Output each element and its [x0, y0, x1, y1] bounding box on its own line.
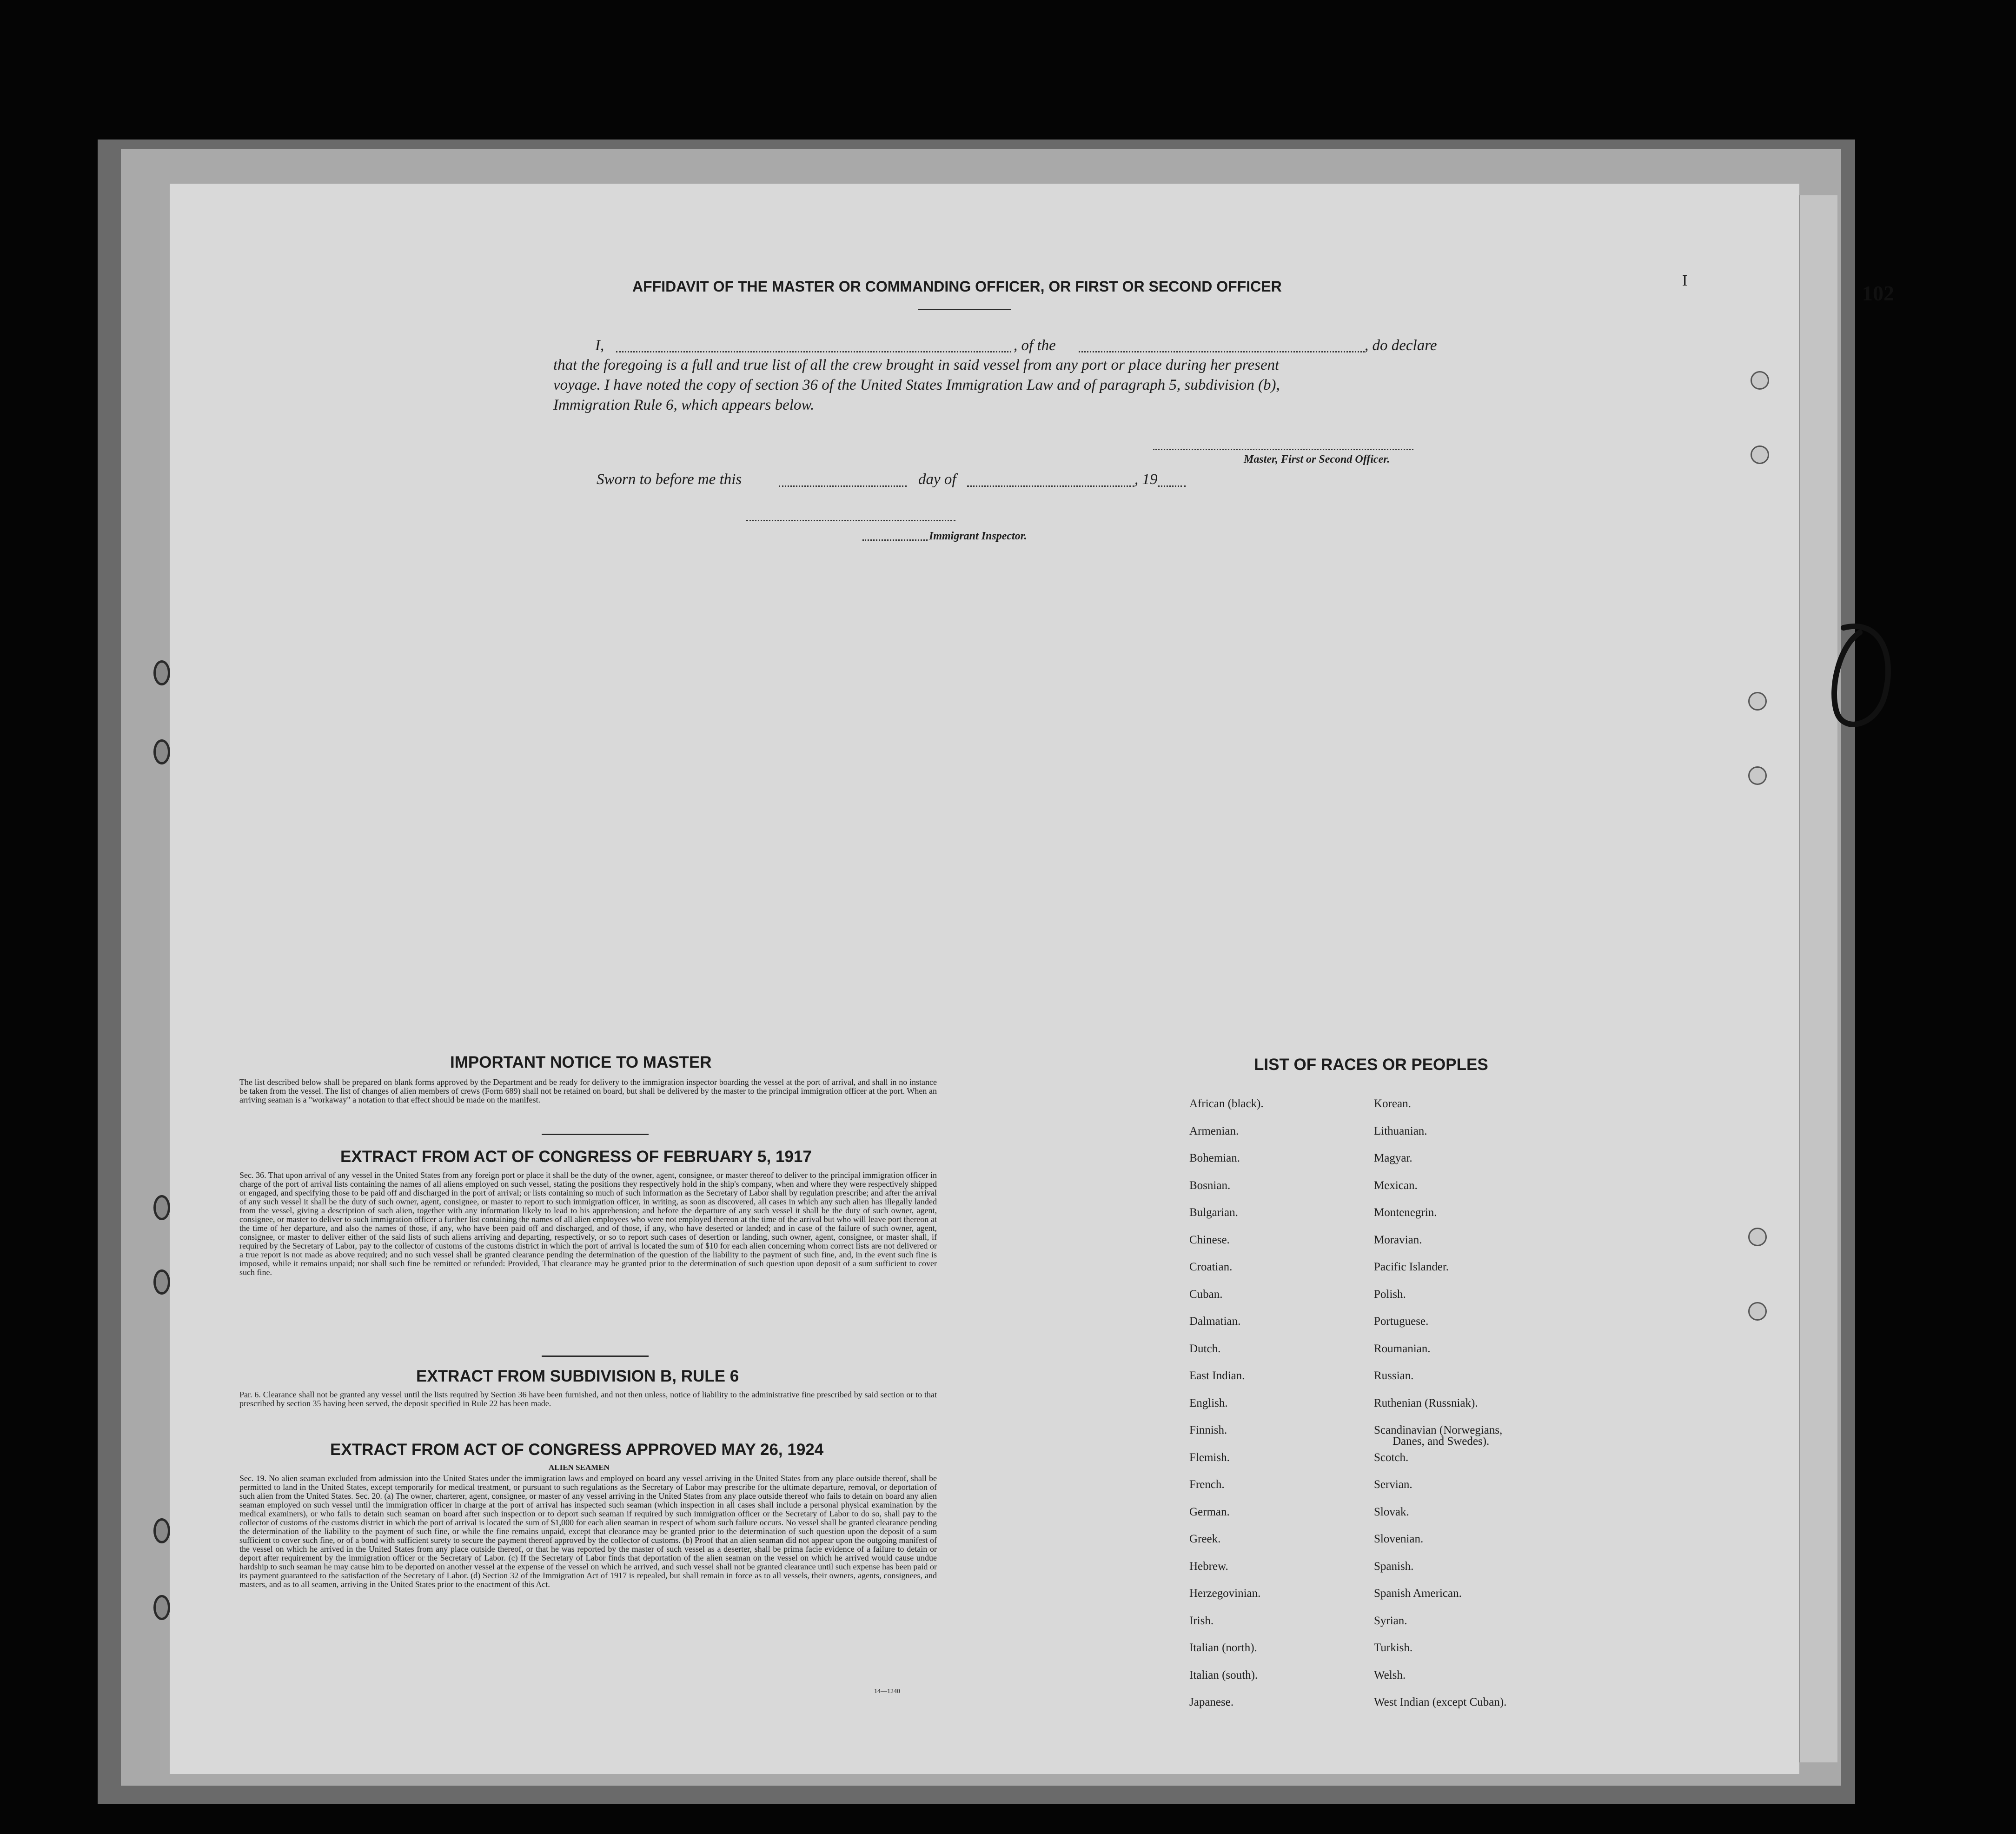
race-item: Montenegrin. — [1374, 1206, 1437, 1219]
race-item: Slovak. — [1374, 1505, 1409, 1518]
race-item: Italian (south). — [1189, 1668, 1258, 1681]
punch-hole-icon — [1751, 445, 1769, 464]
race-item: Bulgarian. — [1189, 1206, 1238, 1219]
race-item: Scotch. — [1374, 1451, 1409, 1464]
sworn-month-field[interactable] — [967, 485, 1134, 487]
extract-rule6-paragraph: Par. 6. Clearance shall not be granted any vessel until the lists required by Section 36 have been furnished, and not then unless, notice of liability to the administrative fine prescribed by said section or to that prescribed by section 35 having been served, the deposit specified in Rule 22 has been made. — [239, 1390, 937, 1408]
vessel-field[interactable] — [1079, 351, 1365, 352]
extract-rule6-title: EXTRACT FROM SUBDIVISION B, RULE 6 — [416, 1367, 739, 1385]
year-label: , 19 — [1134, 471, 1158, 488]
binder-hole-icon — [153, 1595, 170, 1620]
binder-hole-icon — [153, 1518, 170, 1543]
master-label: Master, First or Second Officer. — [1244, 453, 1390, 465]
extract-1924-paragraph: Sec. 19. No alien seaman excluded from admission into the United States under the immigration laws and employed on board any vessel arriving in the United States from any place outside thereof, shall be permitted to land in the United States, except temporarily for medical treatment, or pursuant to such regulations as the Secretary of Labor may prescribe for the ultimate departure, removal, or deportation of such alien from the United States. Sec. 20. (a) The owner, charterer, agent, consignee, or master of any vessel arriving in the United States from any place outside thereof who fails to detain on board any alien seaman employed on such vessel until the immigration officer in charge at the port of arrival has inspected such seaman (which inspection in all cases shall include a personal physical examination by the medical examiners), or who fails to detain such seaman on board after such inspection or to deport such seaman if required by such immigration officer or the Secretary of Labor to do so, shall pay to the collector of customs of the customs district in which the port of arrival is located the sum of $1,000 for each alien seaman in respect of whom such failure occurs. No vessel shall be granted clearance pending the determination of the liability to the payment of such fine, or while the fine remains unpaid, except that clearance may be granted prior to the determination of such question upon the deposit of a sum sufficient to cover such fine, or of a bond with sufficient surety to secure the payment thereof approved by the collector of customs. (b) Proof that an alien seaman did not appear upon the outgoing manifest of the vessel on which he arrived in the United States from any place outside thereof, or that he was reported by the master of such vessel as a deserter, shall be prima facie evidence of a failure to detain or deport after requirement by the immigration officer or the Secretary of Labor. (c) If the Secretary of Labor finds that deportation of the alien seaman on the vessel on which he arrived would cause undue hardship to such seaman he may cause him to be deported on another vessel at the expense of the vessel on which he arrived, and such vessel shall not be granted clearance until such expense has been paid or its payment guaranteed to the satisfaction of the Secretary of Labor. (d) Section 32 of the Immigration Act of 1917 is repealed, but shall remain in force as to all vessels, their owners, agents, consignees, and masters, and as to all seamen, arriving in the United States prior to the enactment of this Act. — [239, 1474, 937, 1589]
races-title: LIST OF RACES OR PEOPLES — [1254, 1056, 1488, 1074]
binder-hole-icon — [153, 660, 170, 685]
race-item: Bosnian. — [1189, 1179, 1231, 1192]
race-item: Japanese. — [1189, 1696, 1234, 1708]
race-item: Slovenian. — [1374, 1533, 1424, 1545]
race-item: Magyar. — [1374, 1152, 1413, 1164]
notice-rule — [542, 1134, 649, 1135]
race-item: Dutch. — [1189, 1342, 1221, 1355]
race-item: Dalmatian. — [1189, 1315, 1241, 1328]
race-item: Turkish. — [1374, 1641, 1413, 1654]
race-item: Armenian. — [1189, 1124, 1239, 1137]
race-item: Servian. — [1374, 1478, 1413, 1491]
race-item: Herzegovinian. — [1189, 1587, 1261, 1600]
notice-text — [239, 1078, 937, 1115]
race-item: Spanish. — [1374, 1560, 1414, 1573]
race-item: Cuban. — [1189, 1288, 1223, 1301]
extract-1924-text — [239, 1474, 937, 1688]
race-item: Ruthenian (Russniak). — [1374, 1396, 1478, 1409]
affidavit-of-the: , of the — [1014, 337, 1056, 354]
extract-1917-rule — [542, 1356, 649, 1357]
race-item: Scandinavian (Norwegians, — [1374, 1424, 1503, 1436]
race-item: Roumanian. — [1374, 1342, 1431, 1355]
day-of-label: day of — [918, 471, 956, 488]
binder-hole-icon — [153, 1269, 170, 1295]
race-item: Spanish American. — [1374, 1587, 1462, 1600]
punch-hole-icon — [1748, 1302, 1767, 1321]
affidavit-line-2: that the foregoing is a full and true list of all the crew brought in said vessel from any port or place during her present — [553, 357, 1280, 373]
affidavit-line-3: voyage. I have noted the copy of section 36 of the United States Immigration Law and of paragraph 5, subdivision (b), — [553, 377, 1280, 393]
affidavit-title: AFFIDAVIT OF THE MASTER OR COMMANDING OFFICER, OR FIRST OR SECOND OFFICER — [632, 278, 1282, 295]
race-item: African (black). — [1189, 1097, 1264, 1110]
race-item: Finnish. — [1189, 1424, 1227, 1436]
race-item: Irish. — [1189, 1614, 1214, 1627]
affidavit-i: I, — [595, 337, 604, 354]
punch-hole-icon — [1751, 371, 1769, 390]
race-item: French. — [1189, 1478, 1225, 1491]
extract-rule6-text — [239, 1390, 937, 1418]
extract-1924-title: EXTRACT FROM ACT OF CONGRESS APPROVED MAY 26, 1924 — [330, 1441, 824, 1459]
race-item: East Indian. — [1189, 1369, 1245, 1382]
race-item: Flemish. — [1189, 1451, 1230, 1464]
inspector-label: Immigrant Inspector. — [929, 530, 1027, 542]
races-right-column — [1374, 1097, 1606, 1721]
race-item: Croatian. — [1189, 1261, 1233, 1273]
inspector-underline — [862, 539, 928, 541]
race-item: Italian (north). — [1189, 1641, 1257, 1654]
punch-hole-icon — [1748, 1228, 1767, 1246]
page-number: 102 — [1862, 281, 1894, 305]
affidavit-line-4: Immigration Rule 6, which appears below. — [553, 397, 815, 413]
affidavit-do-declare: , do declare — [1365, 337, 1437, 354]
notice-paragraph: The list described below shall be prepared on blank forms approved by the Department and be ready for delivery to the immigration inspector boarding the vessel at the port of arrival, and shall in no instance be taken from the vessel. The list of changes of alien members of crews (Form 689) shall not be retained on board, but shall be delivered by the master to the principal immigration officer at the port. When an arriving seaman is a "workaway" a notation to that effect should be made on the manifest. — [239, 1078, 937, 1104]
notice-title: IMPORTANT NOTICE TO MASTER — [450, 1053, 712, 1071]
race-item: Pacific Islander. — [1374, 1261, 1449, 1273]
page-edge — [1799, 195, 1837, 1762]
margin-mark: I — [1682, 272, 1688, 289]
race-item: Portuguese. — [1374, 1315, 1429, 1328]
race-item: Korean. — [1374, 1097, 1411, 1110]
race-item: Chinese. — [1189, 1233, 1230, 1246]
title-rule — [918, 309, 1011, 310]
form-code: 14—1240 — [874, 1688, 900, 1695]
race-item: Syrian. — [1374, 1614, 1407, 1627]
extract-1917-paragraph: Sec. 36. That upon arrival of any vessel in the United States from any foreign port or place it shall be the duty of the owner, agent, consignee, or master thereof to deliver to the principal immigration officer in charge of the port of arrival lists containing the names of all aliens employed on such vessel, stating the positions they respectively hold in the ship's company, when and where they were respectively shipped or engaged, and specifying those to be paid off and discharged in the port of arrival; or lists containing so much of such information as the Secretary of Labor shall by regulation prescribe; and after the arrival of any such vessel it shall be the duty of such owner, agent, consignee, or master to report to such immigration officer, in writing, as soon as discovered, all cases in which any such alien has illegally landed from the vessel, giving a description of such alien, together with any information likely to lead to his apprehension; and before the departure of any such vessel it shall be the duty of such owner, agent, consignee, or master to deliver to such immigration officer a further list containing the names of all alien employees who were not employed thereon at the time of the arrival but who will leave port thereon at the time of her departure, and also the names of those, if any, who have been paid off and discharged, and of those, if any, who have deserted or landed; and in case of the failure of such owner, agent, consignee, or master to deliver either of the said lists of such aliens arriving and departing, respectively, or so to report such cases of desertion or landing, such owner, agent, consignee, or master shall, if required by the Secretary of Labor, pay to the collector of customs of the customs district in which the port of arrival is located the sum of $10 for each alien concerning whom correct lists are not delivered or a true report is not made as above required; and no such vessel shall be granted clearance pending the determination of the question of the liability to the payment of such fine, and, in the event such fine is imposed, while it remains unpaid; nor shall such fine be remitted or refunded: Provided, That clearance may be granted prior to the determination of such question upon deposit of a sum sufficient to cover such fine. — [239, 1171, 937, 1277]
sworn-label: Sworn to before me this — [597, 471, 742, 488]
race-item: Russian. — [1374, 1369, 1414, 1382]
handwritten-mark-icon — [1825, 618, 1899, 739]
punch-hole-icon — [1748, 692, 1767, 711]
extract-1917-title: EXTRACT FROM ACT OF CONGRESS OF FEBRUARY 5, 1917 — [340, 1148, 812, 1166]
races-left-column — [1189, 1097, 1366, 1721]
race-item: Moravian. — [1374, 1233, 1422, 1246]
race-item: Lithuanian. — [1374, 1124, 1427, 1137]
race-item: Bohemian. — [1189, 1152, 1240, 1164]
binder-hole-icon — [153, 1195, 170, 1220]
sworn-year-field[interactable] — [1158, 485, 1186, 487]
extract-1917-text — [239, 1171, 937, 1345]
punch-hole-icon — [1748, 766, 1767, 785]
race-item: West Indian (except Cuban). — [1374, 1696, 1507, 1708]
race-item: English. — [1189, 1396, 1228, 1409]
alien-seamen-subtitle: ALIEN SEAMEN — [549, 1463, 610, 1472]
race-item: German. — [1189, 1505, 1230, 1518]
inspector-signature-field[interactable] — [746, 520, 955, 521]
sworn-day-field[interactable] — [779, 485, 907, 487]
master-signature-field[interactable] — [1153, 449, 1413, 450]
race-item: Greek. — [1189, 1533, 1221, 1545]
race-item: Polish. — [1374, 1288, 1406, 1301]
name-field[interactable] — [616, 351, 1011, 352]
race-item-continuation: Danes, and Swedes). — [1393, 1435, 1490, 1448]
binder-hole-icon — [153, 739, 170, 764]
race-item: Hebrew. — [1189, 1560, 1228, 1573]
race-item: Mexican. — [1374, 1179, 1418, 1192]
race-item: Welsh. — [1374, 1668, 1406, 1681]
